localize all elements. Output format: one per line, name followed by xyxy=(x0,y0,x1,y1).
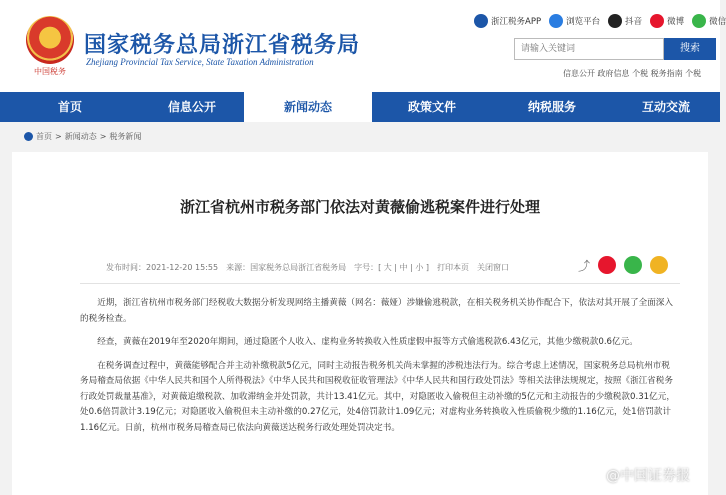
article-body xyxy=(80,296,676,444)
nav-home[interactable]: 首页 xyxy=(57,100,82,114)
main-nav xyxy=(0,92,720,122)
search-input[interactable] xyxy=(514,38,664,60)
article-card xyxy=(12,152,708,495)
breadcrumb-separator: > xyxy=(55,132,62,141)
weibo-icon xyxy=(650,14,664,28)
font-size-switch[interactable]: 字号：[ 大 | 中 | 小 ] xyxy=(354,263,429,272)
site-header xyxy=(0,0,726,92)
nav-interaction[interactable]: 互动交流 xyxy=(641,100,690,114)
search-button[interactable]: 搜索 xyxy=(664,38,716,60)
print-link[interactable]: 打印本页 xyxy=(436,263,469,272)
nav-news[interactable]: 新闻动态 xyxy=(244,92,372,122)
nav-info-disclosure[interactable]: 信息公开 xyxy=(167,100,216,114)
home-icon xyxy=(24,132,33,141)
article-paragraph: 在税务调查过程中，黄薇能够配合并主动补缴税款5亿元，同时主动报告税务机关尚未掌握的涉税违法行为。综合考虑上述情况，国家税务总局杭州市税务局稽查局依据《中华人民共和国个人所得税法》《中华人民共和国税收征收管理法》《中华人民共和国行政处罚法》等相关法律法规规定，按照《浙江省税务行政处罚裁量基准》，对黄薇追缴税款、加收滞纳金并处罚款，共计13.41亿元。其中，对隐匿收入偷税但主动补缴的5亿元和主动报告的少缴税款0.31亿元，处0.6倍罚款计3.19亿元；对隐匿收入偷税但未主动补缴的0.27亿元，处4倍罚款计1.09亿元；对虚构业务转换收入性质偷税少缴的1.16亿元，处1倍罚款计1.16亿元。日前，杭州市税务局稽查局已依法向黄薇送达税务行政处理处罚决定书。 xyxy=(80,360,675,433)
top-link-douyin[interactable]: 抖音 xyxy=(608,14,642,28)
breadcrumb-separator: > xyxy=(99,132,107,141)
favorite-star-icon[interactable] xyxy=(650,256,668,274)
share-bar xyxy=(578,256,668,274)
top-link-weibo[interactable]: 微博 xyxy=(650,14,684,28)
article-title: 浙江省杭州市税务部门依法对黄薇偷逃税案件进行处理 xyxy=(179,198,540,216)
wechat-share-icon[interactable] xyxy=(624,256,642,274)
top-link-app[interactable]: 浙江税务APP xyxy=(474,14,541,28)
top-link-wechat[interactable]: 微信 xyxy=(692,14,726,28)
weibo-share-icon[interactable] xyxy=(598,256,616,274)
app-icon xyxy=(474,14,488,28)
article-meta xyxy=(106,262,509,273)
quick-links[interactable]: 信息公开 政府信息 个税 税务指南 个税 xyxy=(563,69,702,78)
breadcrumb-tax-news[interactable]: 税务新闻 xyxy=(109,132,142,141)
top-links xyxy=(474,14,726,28)
site-title[interactable]: 国家税务总局浙江省税务局 xyxy=(84,32,361,58)
watermark: @中国证券报 xyxy=(606,468,690,484)
breadcrumb xyxy=(24,131,141,142)
article-paragraph: 近期，浙江省杭州市税务部门经税收大数据分析发现网络主播黄薇（网名：薇娅）涉嫌偷逃税款，在相关税务机关协作配合下，依法对其开展了全面深入的税务检查。 xyxy=(80,298,673,324)
nav-tax-service[interactable]: 纳税服务 xyxy=(527,100,576,114)
meta-divider xyxy=(80,283,680,284)
share-icon[interactable]: ⤴ xyxy=(578,258,591,273)
site-subtitle: Zhejiang Provincial Tax Service, State Taxation Administration xyxy=(86,57,314,67)
platform-icon xyxy=(549,14,563,28)
publish-time: 发布时间：2021-12-20 15:55 xyxy=(106,263,219,272)
emblem-caption: 中国税务 xyxy=(34,67,66,76)
top-link-platform[interactable]: 浏览平台 xyxy=(549,14,600,28)
article-paragraph: 经查，黄薇在2019年至2020年期间，通过隐匿个人收入、虚构业务转换收入性质虚假申报等方式偷逃税款6.43亿元，其他少缴税款0.6亿元。 xyxy=(97,337,638,347)
article-source: 来源：国家税务总局浙江省税务局 xyxy=(226,263,347,272)
breadcrumb-news[interactable]: 新闻动态 xyxy=(64,132,97,141)
nav-policy[interactable]: 政策文件 xyxy=(407,100,456,114)
breadcrumb-home[interactable]: 首页 xyxy=(36,132,52,141)
tax-emblem-icon xyxy=(26,16,74,64)
wechat-icon xyxy=(692,14,706,28)
douyin-icon xyxy=(608,14,622,28)
close-window-link[interactable]: 关闭窗口 xyxy=(476,263,509,272)
